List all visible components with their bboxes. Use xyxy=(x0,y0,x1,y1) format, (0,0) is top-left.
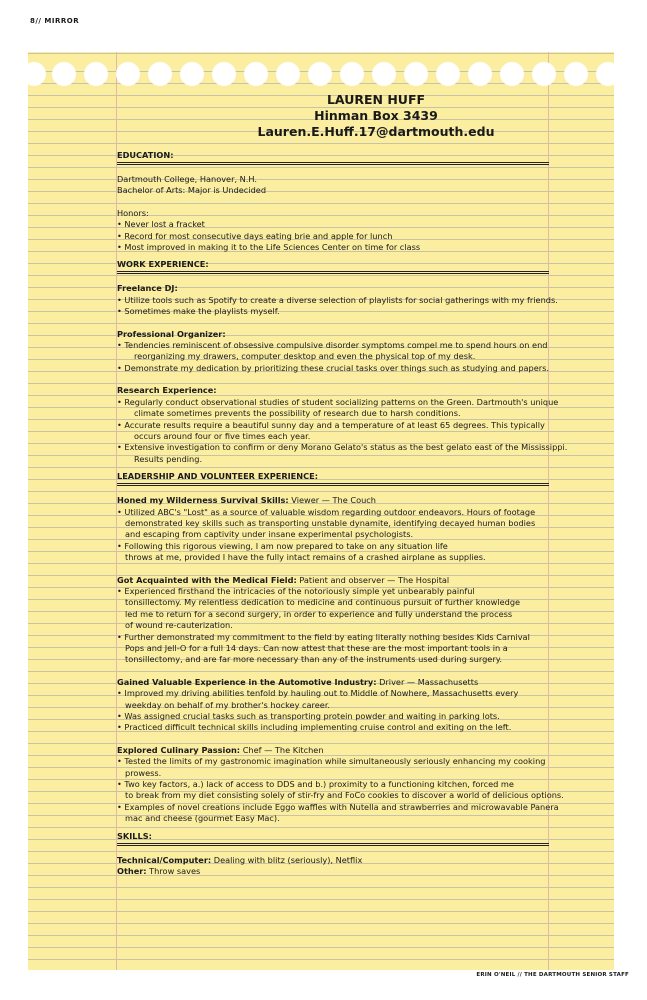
job-line: • Sometimes make the playlists myself. xyxy=(117,306,280,317)
entry-role: Driver — Massachusetts xyxy=(376,676,479,687)
job-line: • Regularly conduct observational studies of student socializing patterns on the Green. Dartmouth's unique xyxy=(117,396,559,407)
entry-line: tonsillectomy. My relentless dedication to medicine and continuous pursuit of further knowledge xyxy=(125,597,521,608)
photo-credit: ERIN O'NEIL // THE DARTMOUTH SENIOR STAFF xyxy=(476,972,629,978)
resume-email: Lauren.E.Huff.17@dartmouth.edu xyxy=(257,124,495,139)
job-line: occurs around four or five times each year. xyxy=(134,430,311,441)
entry-line: throws at me, provided I have the fully intact remains of a crashed airplane as supplies. xyxy=(125,552,486,563)
entry-line: led me to return for a second surgery, in order to experience and fully understand the process xyxy=(125,608,513,619)
section-heading: SKILLS: xyxy=(117,831,549,846)
binder-hole xyxy=(52,62,76,86)
entry-line: • Examples of novel creations include Eggo waffles with Nutella and strawberries and microwavable Panera xyxy=(117,801,559,812)
entry-line: • Tested the limits of my gastronomic imagination while simultaneously seriously enhancing my cooking xyxy=(117,756,546,767)
entry-line: weekday on behalf of my brother's hockey career. xyxy=(125,699,331,710)
job-title: Professional Organizer: xyxy=(117,328,226,339)
binder-hole xyxy=(148,62,172,86)
honor-item: • Most improved in making it to the Life Sciences Center on time for class xyxy=(117,242,421,253)
section-heading: LEADERSHIP AND VOLUNTEER EXPERIENCE: xyxy=(117,471,549,486)
degree: Bachelor of Arts: Major is Undecided xyxy=(117,185,267,196)
binder-hole xyxy=(276,62,300,86)
entry-heading xyxy=(117,745,607,756)
binder-hole xyxy=(22,62,46,86)
binder-hole xyxy=(564,62,588,86)
resume-box: Hinman Box 3439 xyxy=(314,108,438,123)
entry-title: Gained Valuable Experience in the Automotive Industry: xyxy=(117,676,377,687)
entry-line: • Improved my driving abilities tenfold by hauling out to Middle of Nowhere, Massachusetts every xyxy=(117,688,519,699)
entry-line: to break from my diet consisting solely of stir-fry and FoCo cookies to discover a world of delicious options. xyxy=(125,790,564,801)
binder-hole xyxy=(340,62,364,86)
honors-label: Honors: xyxy=(117,207,149,218)
job-title: Freelance DJ: xyxy=(117,283,178,294)
binder-hole xyxy=(308,62,332,86)
resume-name: LAUREN HUFF xyxy=(326,92,426,107)
job-line: • Utilize tools such as Spotify to create a diverse selection of playlists for social gatherings with my friends. xyxy=(117,294,558,305)
skill-value: Throw saves xyxy=(146,866,201,877)
entry-line: demonstrated key skills such as transporting unstable dynamite, identifying decayed human bodies xyxy=(125,517,536,528)
entry-heading xyxy=(117,575,607,586)
section-heading: WORK EXPERIENCE: xyxy=(117,259,549,274)
skill-line xyxy=(117,855,607,866)
skills-section xyxy=(117,831,607,878)
entry-line: Pops and Jell-O for a full 14 days. Can now attest that these are the most important tools in a xyxy=(125,643,508,653)
leadership-section xyxy=(117,471,607,825)
binder-holes xyxy=(28,62,614,88)
entry-heading xyxy=(117,677,607,688)
entry-line: • Practiced difficult technical skills including implementing cruise control and exiting on the left. xyxy=(117,722,512,733)
entry-line: • Experienced firsthand the intricacies of the notoriously simple yet unbearably painful xyxy=(117,585,475,596)
binder-hole xyxy=(84,62,108,86)
entry-role: Viewer — The Couch xyxy=(288,495,376,506)
entry-line: tonsillectomy, and are far more necessary than any of the instruments used during surgery. xyxy=(125,654,502,665)
binder-hole xyxy=(212,62,236,86)
binder-hole xyxy=(404,62,428,86)
binder-hole xyxy=(596,62,620,86)
binder-hole xyxy=(180,62,204,86)
entry-title: Honed my Wilderness Survival Skills: xyxy=(117,495,289,506)
entry-line: and escaping from captivity under insane experimental psychologists. xyxy=(125,529,414,540)
skill-line xyxy=(117,866,607,877)
entry-line: prowess. xyxy=(125,767,162,778)
section-heading: EDUCATION: xyxy=(117,150,549,165)
job-title: Research Experience: xyxy=(117,385,217,396)
binder-hole xyxy=(116,62,140,86)
binder-hole xyxy=(244,62,268,86)
notebook-paper xyxy=(28,52,614,970)
binder-hole xyxy=(468,62,492,86)
binder-hole xyxy=(436,62,460,86)
entry-heading xyxy=(117,495,607,506)
job-line: • Extensive investigation to confirm or deny Morano Gelato's status as the best gelato east of the Mississippi. xyxy=(117,442,568,453)
honor-item: • Record for most consecutive days eating brie and apple for lunch xyxy=(117,230,393,241)
entry-line: • Following this rigorous viewing, I am now prepared to take on any situation life xyxy=(117,540,448,551)
job-line: • Accurate results require a beautiful sunny day and a temperature of at least 65 degrees. This typically xyxy=(117,419,545,430)
education-section xyxy=(117,150,607,253)
job-line: climate sometimes prevents the possibility of research due to harsh conditions. xyxy=(134,408,461,419)
honor-item: • Never lost a fracket xyxy=(117,219,205,230)
page-header: 8// MIRROR xyxy=(30,17,80,25)
binder-hole xyxy=(500,62,524,86)
job-line: • Tendencies reminiscent of obsessive compulsive disorder symptoms compel me to spend hours on end xyxy=(117,340,548,351)
entry-title: Got Acquainted with the Medical Field: xyxy=(117,574,297,585)
entry-line: • Utilized ABC's "Lost" as a source of valuable wisdom regarding outdoor endeavors. Hours of footage xyxy=(117,506,536,517)
work-section xyxy=(117,259,607,465)
entry-title: Explored Culinary Passion: xyxy=(117,744,241,755)
school: Dartmouth College, Hanover, N.H. xyxy=(117,174,257,184)
job-line: Results pending. xyxy=(134,453,203,464)
skill-label: Technical/Computer: xyxy=(117,854,212,865)
entry-line: mac and cheese (gourmet Easy Mac). xyxy=(125,813,280,824)
entry-line: • Was assigned crucial tasks such as transporting protein powder and waiting in parking lots. xyxy=(117,711,500,722)
skill-label: Other: xyxy=(117,866,147,877)
job-line: • Demonstrate my dedication by prioritizing these crucial tasks over things such as studying and papers. xyxy=(117,362,550,373)
job-line: reorganizing my drawers, computer desktop and even the physical top of my desk. xyxy=(134,351,476,362)
binder-hole xyxy=(532,62,556,86)
entry-line: • Two key factors, a.) lack of access to DDS and b.) proximity to a functioning kitchen, forced me xyxy=(117,779,514,790)
binder-hole xyxy=(372,62,396,86)
entry-line: • Further demonstrated my commitment to the field by eating literally nothing besides Kids Carnival xyxy=(117,631,530,642)
resume-content xyxy=(117,92,607,878)
entry-line: of wound re-cauterization. xyxy=(125,620,233,631)
skill-value: Dealing with blitz (seriously), Netflix xyxy=(211,854,363,865)
entry-role: Chef — The Kitchen xyxy=(240,744,324,755)
entry-role: Patient and observer — The Hospital xyxy=(296,574,450,585)
